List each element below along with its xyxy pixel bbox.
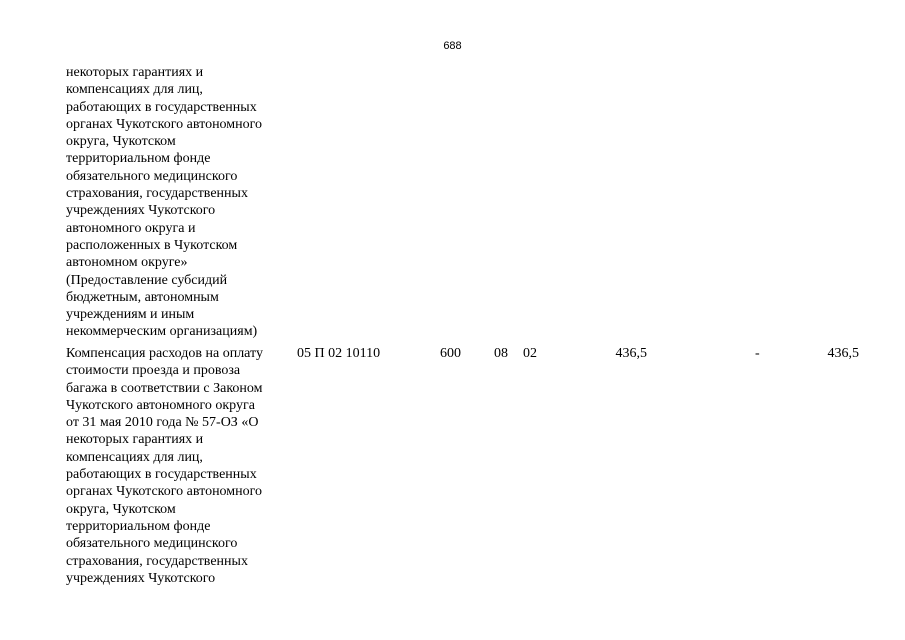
row-description-line: округа, Чукотском [66, 501, 176, 517]
row-description-line: Чукотского автономного округа [66, 397, 255, 413]
row-description-line: компенсациях для лиц, [66, 449, 203, 465]
row-description [66, 345, 296, 587]
continued-description-line: работающих в государственных [66, 99, 257, 115]
continued-description-line: автономного округа и [66, 220, 196, 236]
continued-description-line: территориальном фонде [66, 151, 211, 167]
continued-description-line: бюджетным, автономным [66, 289, 219, 305]
continued-description-line: компенсациях для лиц, [66, 82, 203, 98]
continued-description-line: (Предоставление субсидий [66, 272, 228, 288]
row-description-line: работающих в государственных [66, 467, 257, 483]
row-description-line: органах Чукотского автономного [66, 484, 263, 500]
row-description-line: учреждениях Чукотского [66, 570, 216, 586]
row-description-line: Компенсация расходов на оплату [66, 346, 263, 361]
continued-description-line: страхования, государственных [66, 186, 248, 202]
target-article-code: 05 П 02 10110 [297, 346, 381, 361]
expense-type-code: 600 [440, 346, 461, 361]
continued-description-line: некоторых гарантиях и [66, 65, 204, 80]
amount-middle: - [755, 346, 760, 361]
subsection-code: 02 [523, 346, 537, 361]
continued-description-line: учреждениям и иным [66, 307, 195, 323]
continued-description-line: некоммерческим организациям) [66, 324, 258, 340]
section-code: 08 [494, 346, 508, 361]
amount-final: 436,5 [827, 346, 859, 361]
continued-description-line: органах Чукотского автономного [66, 116, 263, 132]
row-description-line: территориальном фонде [66, 518, 211, 534]
row-description-line: стоимости проезда и провоза [66, 363, 241, 379]
row-description-line: страхования, государственных [66, 553, 248, 569]
continued-description-line: автономном округе» [66, 255, 188, 271]
continued-description-line: расположенных в Чукотском [66, 237, 238, 253]
continued-description-line: учреждениях Чукотского [66, 203, 216, 219]
row-description-line: багажа в соответствии с Законом [66, 380, 263, 396]
page-number: 688 [443, 40, 462, 52]
continued-description-line: обязательного медицинского [66, 168, 238, 184]
row-description-line: обязательного медицинского [66, 536, 238, 552]
row-description-line: от 31 мая 2010 года № 57-ОЗ «О [66, 415, 259, 431]
continued-description [66, 64, 296, 341]
continued-description-line: округа, Чукотском [66, 134, 176, 150]
row-description-line: некоторых гарантиях и [66, 432, 204, 448]
amount-total: 436,5 [615, 346, 647, 361]
